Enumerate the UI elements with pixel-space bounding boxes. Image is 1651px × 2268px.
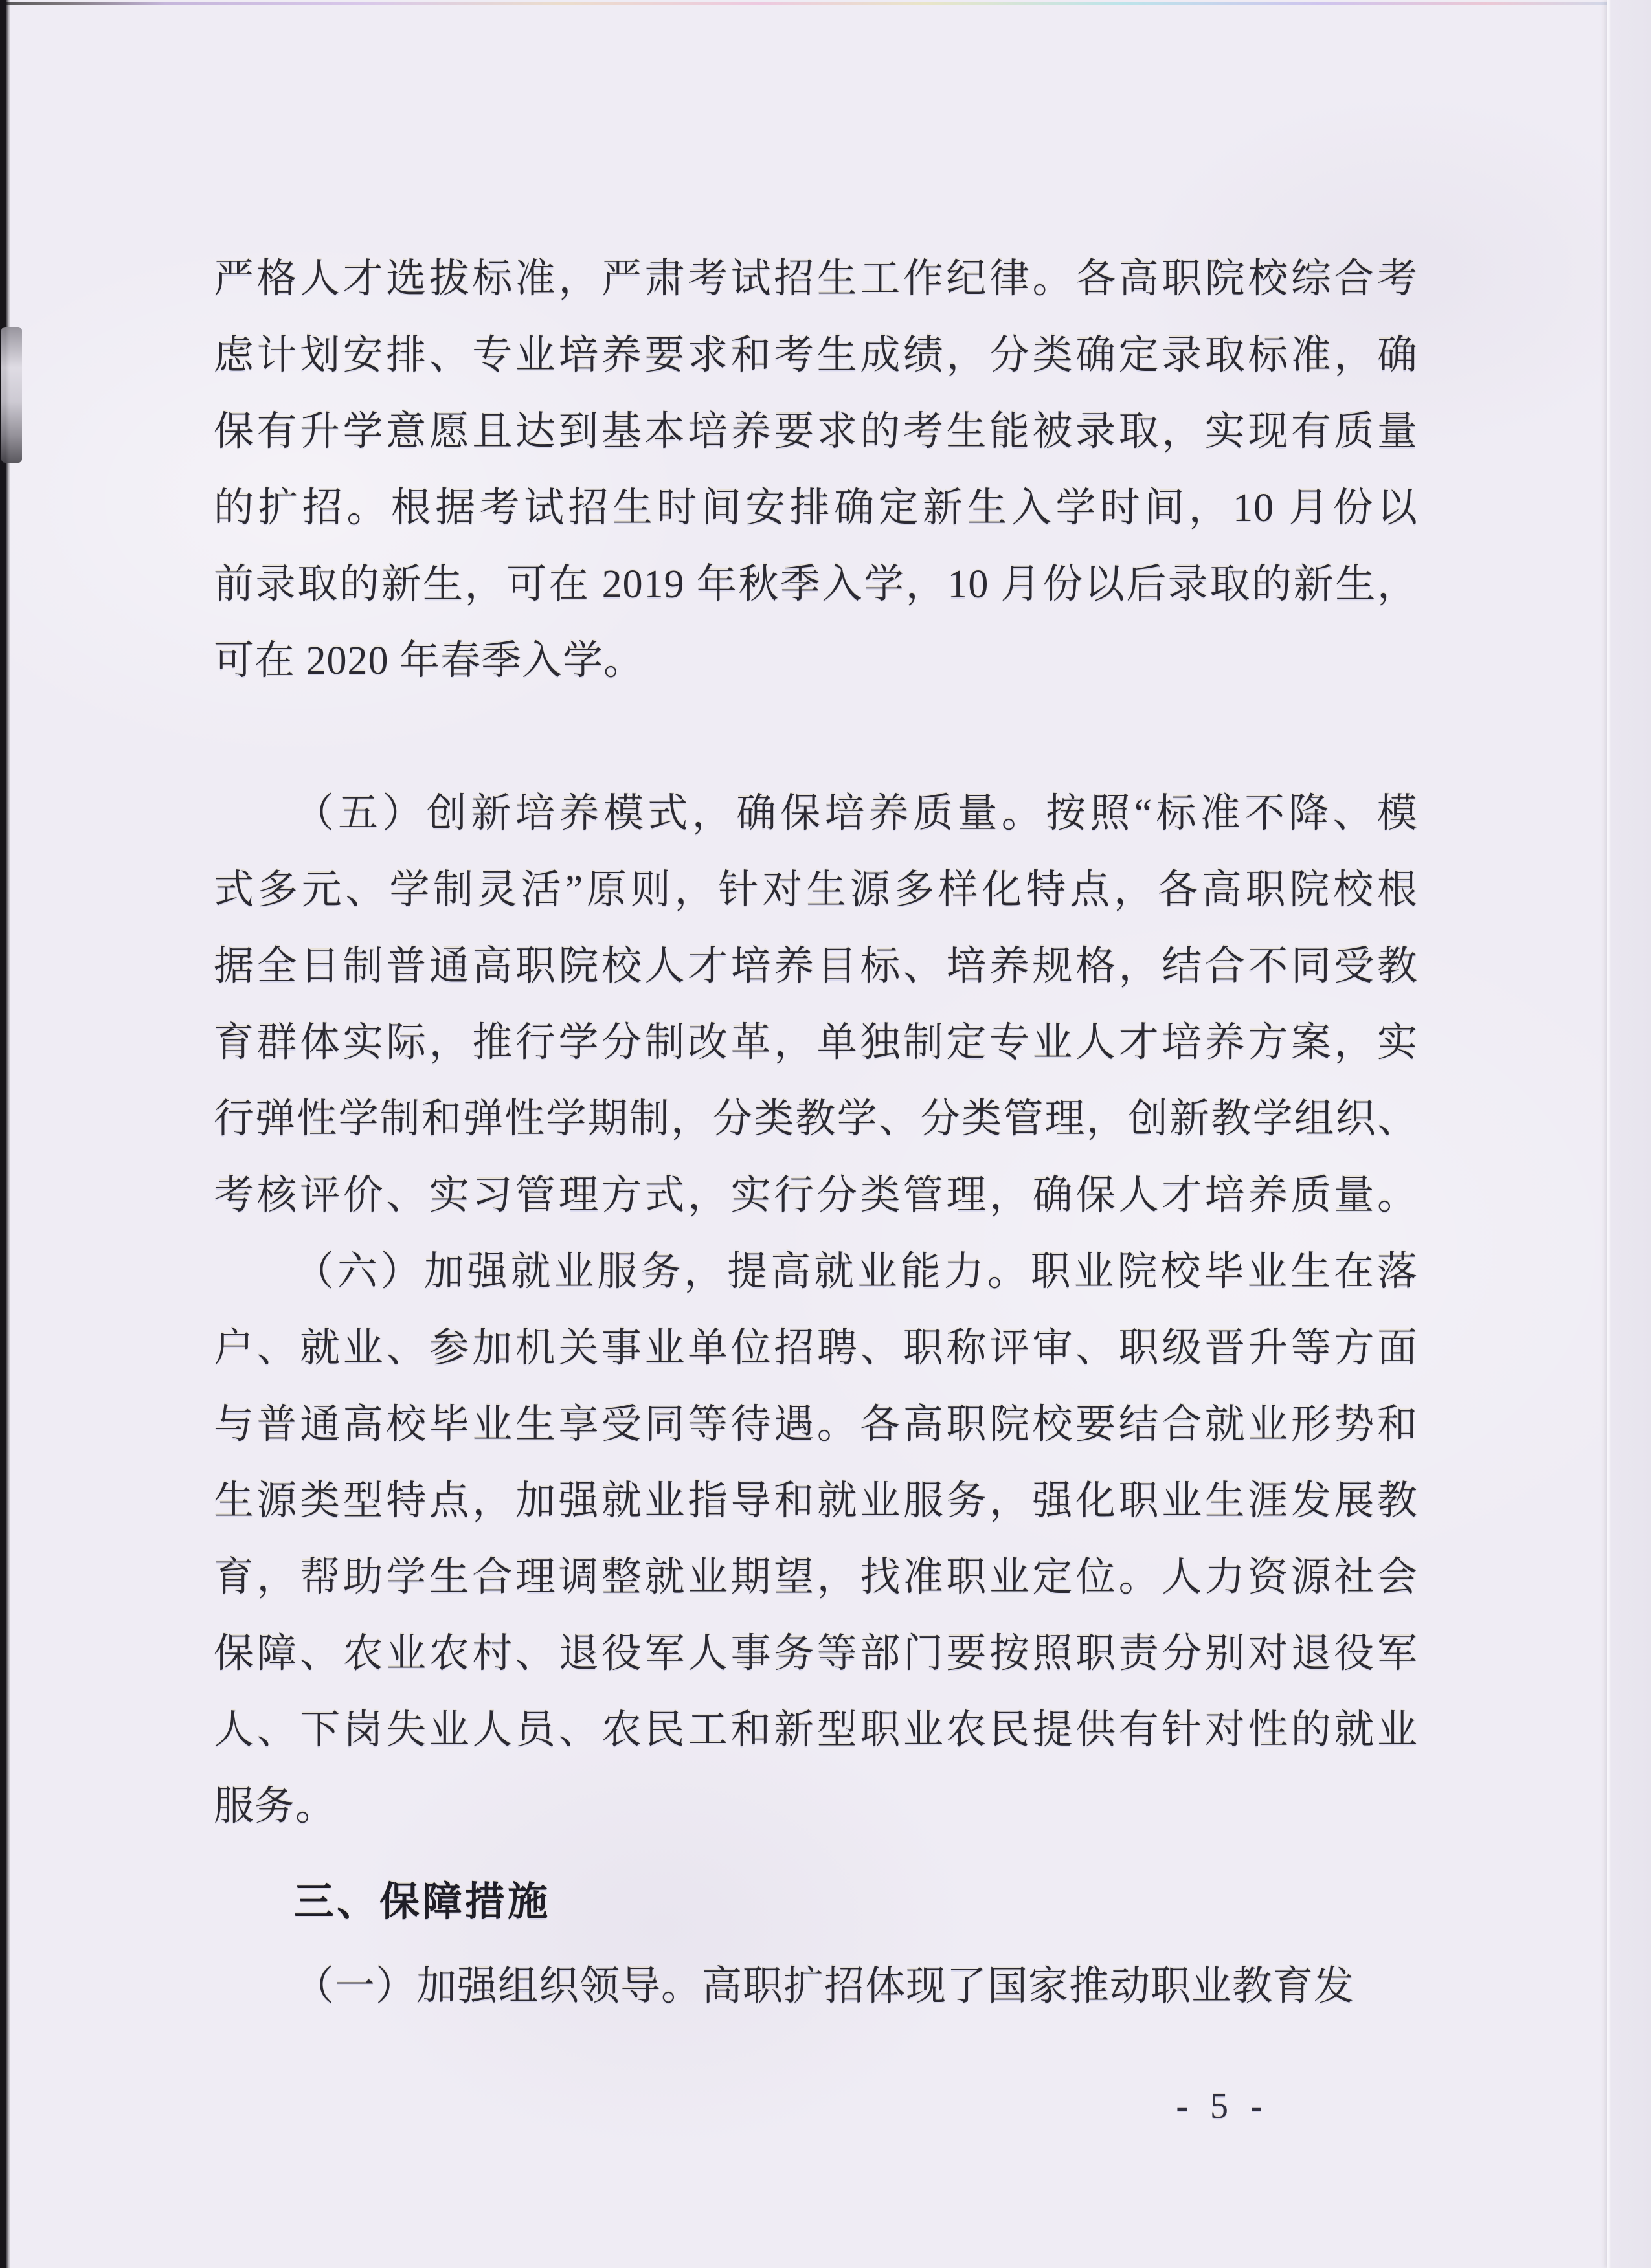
text-line: 服务。: [214, 1784, 337, 1829]
section-heading: 三、保障措施: [294, 1880, 551, 1924]
staple-artifact: [1, 327, 22, 463]
text-line: 的扩招。根据考试招生时间安排确定新生入学时间，10 月份以: [214, 486, 1418, 530]
page-edge-shadow: [1607, 0, 1651, 2268]
text-line: 式多元、学制灵活”原则，针对生源多样化特点，各高职院校根: [214, 868, 1418, 912]
text-block: [214, 241, 1418, 2025]
text-line: 户、就业、参加机关事业单位招聘、职称评审、职级晋升等方面: [214, 1326, 1418, 1370]
text-line: 据全日制普通高职院校人才培养目标、培养规格，结合不同受教: [214, 944, 1418, 988]
text-line: 生源类型特点，加强就业指导和就业服务，强化职业生涯发展教: [214, 1479, 1418, 1523]
text-line: 人、下岗失业人员、农民工和新型职业农民提供有针对性的就业: [214, 1708, 1418, 1752]
text-line: 虑计划安排、专业培养要求和考生成绩，分类确定录取标准，确: [214, 333, 1418, 377]
text-line: 可在 2020 年春季入学。: [214, 639, 645, 683]
text-line: 严格人才选拔标准，严肃考试招生工作纪律。各高职院校综合考: [214, 257, 1418, 301]
text-line: （五）创新培养模式，确保培养质量。按照“标准不降、模: [294, 792, 1418, 836]
text-line: 前录取的新生，可在 2019 年秋季入学，10 月份以后录取的新生，: [214, 562, 1418, 606]
page-number: - 5 -: [1176, 2086, 1269, 2126]
scanner-streak-artifact: [0, 2, 1651, 5]
text-line: 育，帮助学生合理调整就业期望，找准职业定位。人力资源社会: [214, 1555, 1418, 1599]
text-line: 行弹性学制和弹性学期制，分类教学、分类管理，创新教学组织、: [214, 1097, 1418, 1141]
text-line: 与普通高校毕业生享受同等待遇。各高职院校要结合就业形势和: [214, 1403, 1418, 1447]
text-line: 保障、农业农村、退役军人事务等部门要按照职责分别对退役军: [214, 1632, 1418, 1676]
text-line: 育群体实际，推行学分制改革，单独制定专业人才培养方案，实: [214, 1021, 1418, 1065]
text-line: （一）加强组织领导。高职扩招体现了国家推动职业教育发: [294, 1964, 1355, 2008]
text-line: 保有升学意愿且达到基本培养要求的考生能被录取，实现有质量: [214, 410, 1418, 454]
text-line: 考核评价、实习管理方式，实行分类管理，确保人才培养质量。: [214, 1173, 1418, 1217]
text-line: （六）加强就业服务，提高就业能力。职业院校毕业生在落: [294, 1250, 1418, 1294]
